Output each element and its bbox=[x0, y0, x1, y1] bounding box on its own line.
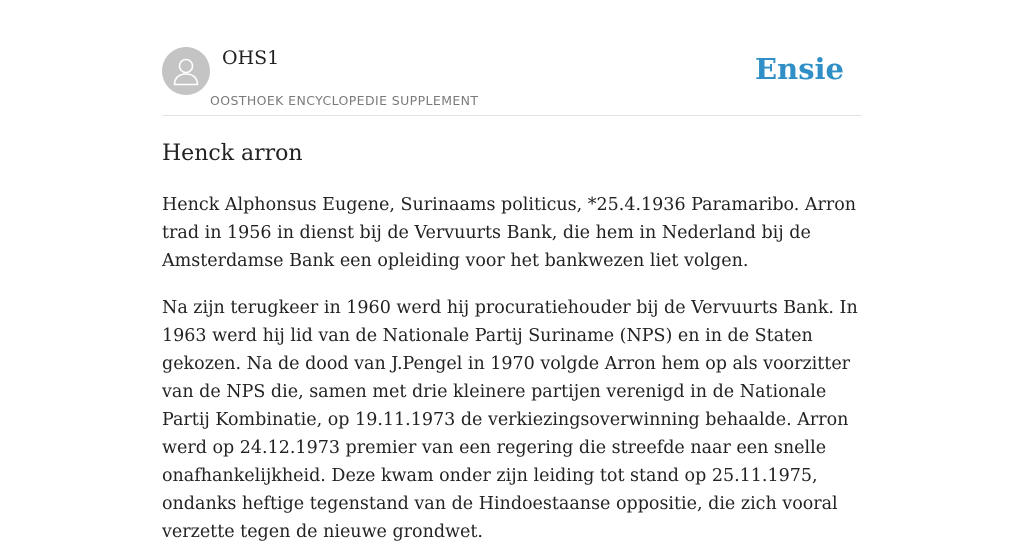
ensie-logo[interactable]: Ensie bbox=[755, 52, 844, 86]
article-paragraph: Henck Alphonsus Eugene, Surinaams politicus, *25.4.1936 Paramaribo. Arron trad in 1956 in dienst bij de Vervuurts Bank, die hem in Nederland bij de Amsterdamse Bank een opleiding voor het bankwezen liet volgen. bbox=[162, 195, 857, 271]
article-title: Henck arron bbox=[162, 141, 303, 166]
source-label[interactable]: OOSTHOEK ENCYCLOPEDIE SUPPLEMENT bbox=[210, 93, 479, 108]
article-body bbox=[162, 139, 864, 546]
article-paragraph: Na zijn terugkeer in 1960 werd hij procuratiehouder bij de Vervuurts Bank. In 1963 werd hij lid van de Nationale Partij Suriname (NPS) en in de Staten gekozen. Na de dood van J.Pengel in 1970 volgde Arron hem op als voorzitter van de NPS die, samen met drie kleinere partijen verenigd in de Nationale Partij Kombinatie, op 19.11.1973 de verkiezingsoverwinning behaalde. Arron werd op 24.12.1973 premier van een regering die streefde naar een snelle onafhankelijkheid. Deze kwam onder zijn leiding tot stand op 25.11.1975, ondanks heftige tegenstand van de Hindoestaanse oppositie, die zich vooral verzette tegen de nieuwe grondwet. bbox=[162, 298, 858, 542]
user-placeholder-icon bbox=[162, 47, 210, 95]
article-header bbox=[162, 0, 862, 116]
author-avatar[interactable] bbox=[162, 47, 210, 95]
author-name[interactable]: OHS1 bbox=[222, 47, 280, 69]
